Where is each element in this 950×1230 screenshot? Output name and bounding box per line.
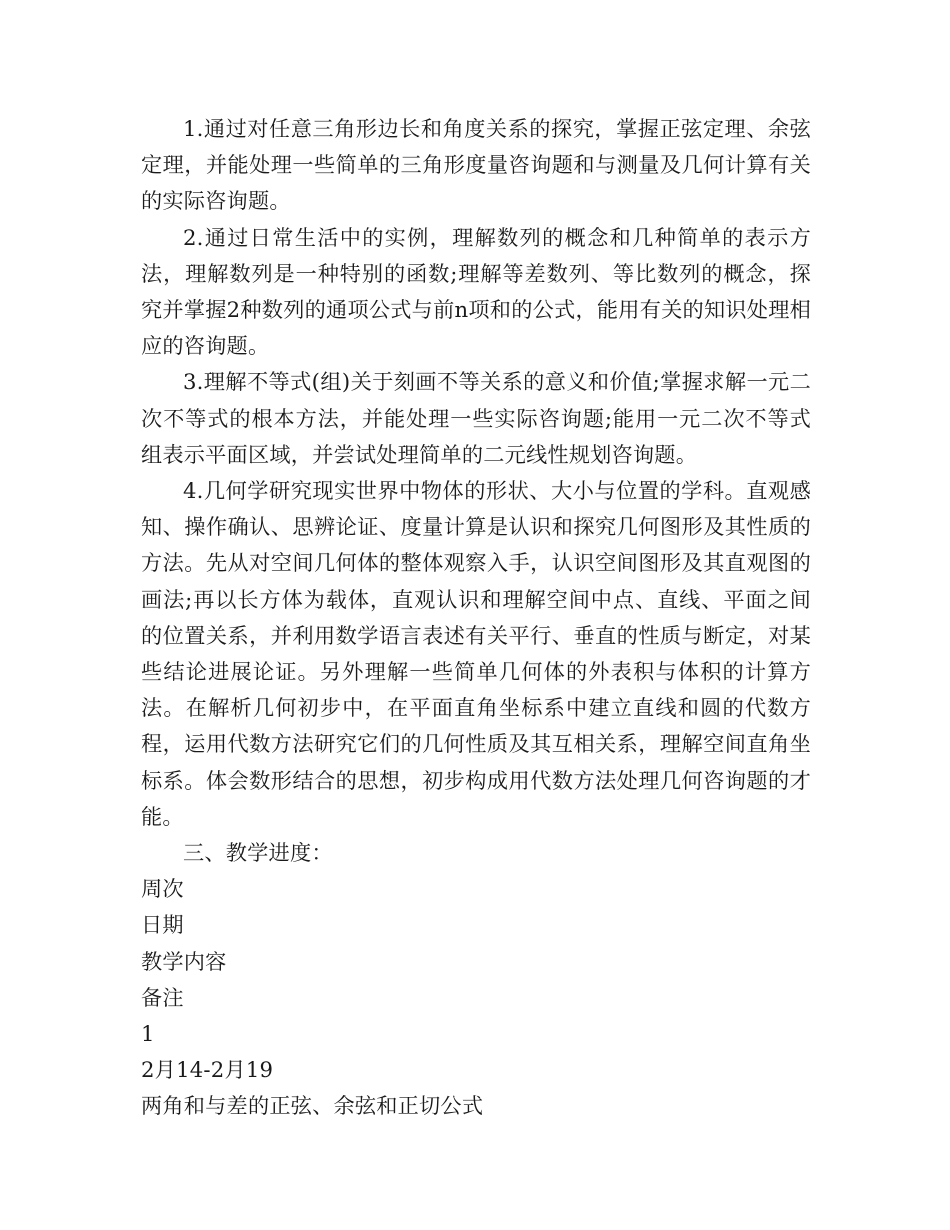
document-body xyxy=(141,111,811,1125)
paragraph-4: 4.几何学研究现实世界中物体的形状、大小与位置的学科。直观感知、操作确认、思辨论证、度量计算是认识和探究几何图形及其性质的方法。先从对空间几何体的整体观察入手，认识空间图形及其直观图的画法;再以长方体为载体，直观认识和理解空间中点、直线、平面之间的位置关系，并利用数学语言表述有关平行、垂直的性质与断定，对某些结论进展论证。另外理解一些简单几何体的外表积与体积的计算方法。在解析几何初步中，在平面直角坐标系中建立直线和圆的代数方程，运用代数方法研究它们的几何性质及其互相关系，理解空间直角坐标系。体会数形结合的思想，初步构成用代数方法处理几何咨询题的才能。 xyxy=(141,478,811,829)
table-header-content: 教学内容 xyxy=(141,948,227,974)
paragraph-2: 2.通过日常生活中的实例，理解数列的概念和几种简单的表示方法，理解数列是一种特别的函数;理解等差数列、等比数列的概念，探究并掌握2种数列的通项公式与前n项和的公式，能用有关的知识处理相应的咨询题。 xyxy=(141,224,811,359)
paragraph-1: 1.通过对任意三角形边长和角度关系的探究，掌握正弦定理、余弦定理，并能处理一些简单的三角形度量咨询题和与测量及几何计算有关的实际咨询题。 xyxy=(141,116,811,214)
table-header-notes: 备注 xyxy=(141,984,184,1010)
table-header-date: 日期 xyxy=(141,912,184,938)
section-heading: 三、教学进度： xyxy=(183,840,333,866)
table-cell-content: 两角和与差的正弦、余弦和正切公式 xyxy=(141,1093,484,1119)
paragraph-3: 3.理解不等式(组)关于刻画不等关系的意义和价值;掌握求解一元二次不等式的根本方法，并能处理一些实际咨询题;能用一元二次不等式组表示平面区域，并尝试处理简单的二元线性规划咨询题。 xyxy=(141,369,811,467)
table-cell-date: 2月14-2月19 xyxy=(141,1057,274,1083)
table-cell-week: 1 xyxy=(141,1021,155,1047)
table-header-week: 周次 xyxy=(141,876,184,902)
